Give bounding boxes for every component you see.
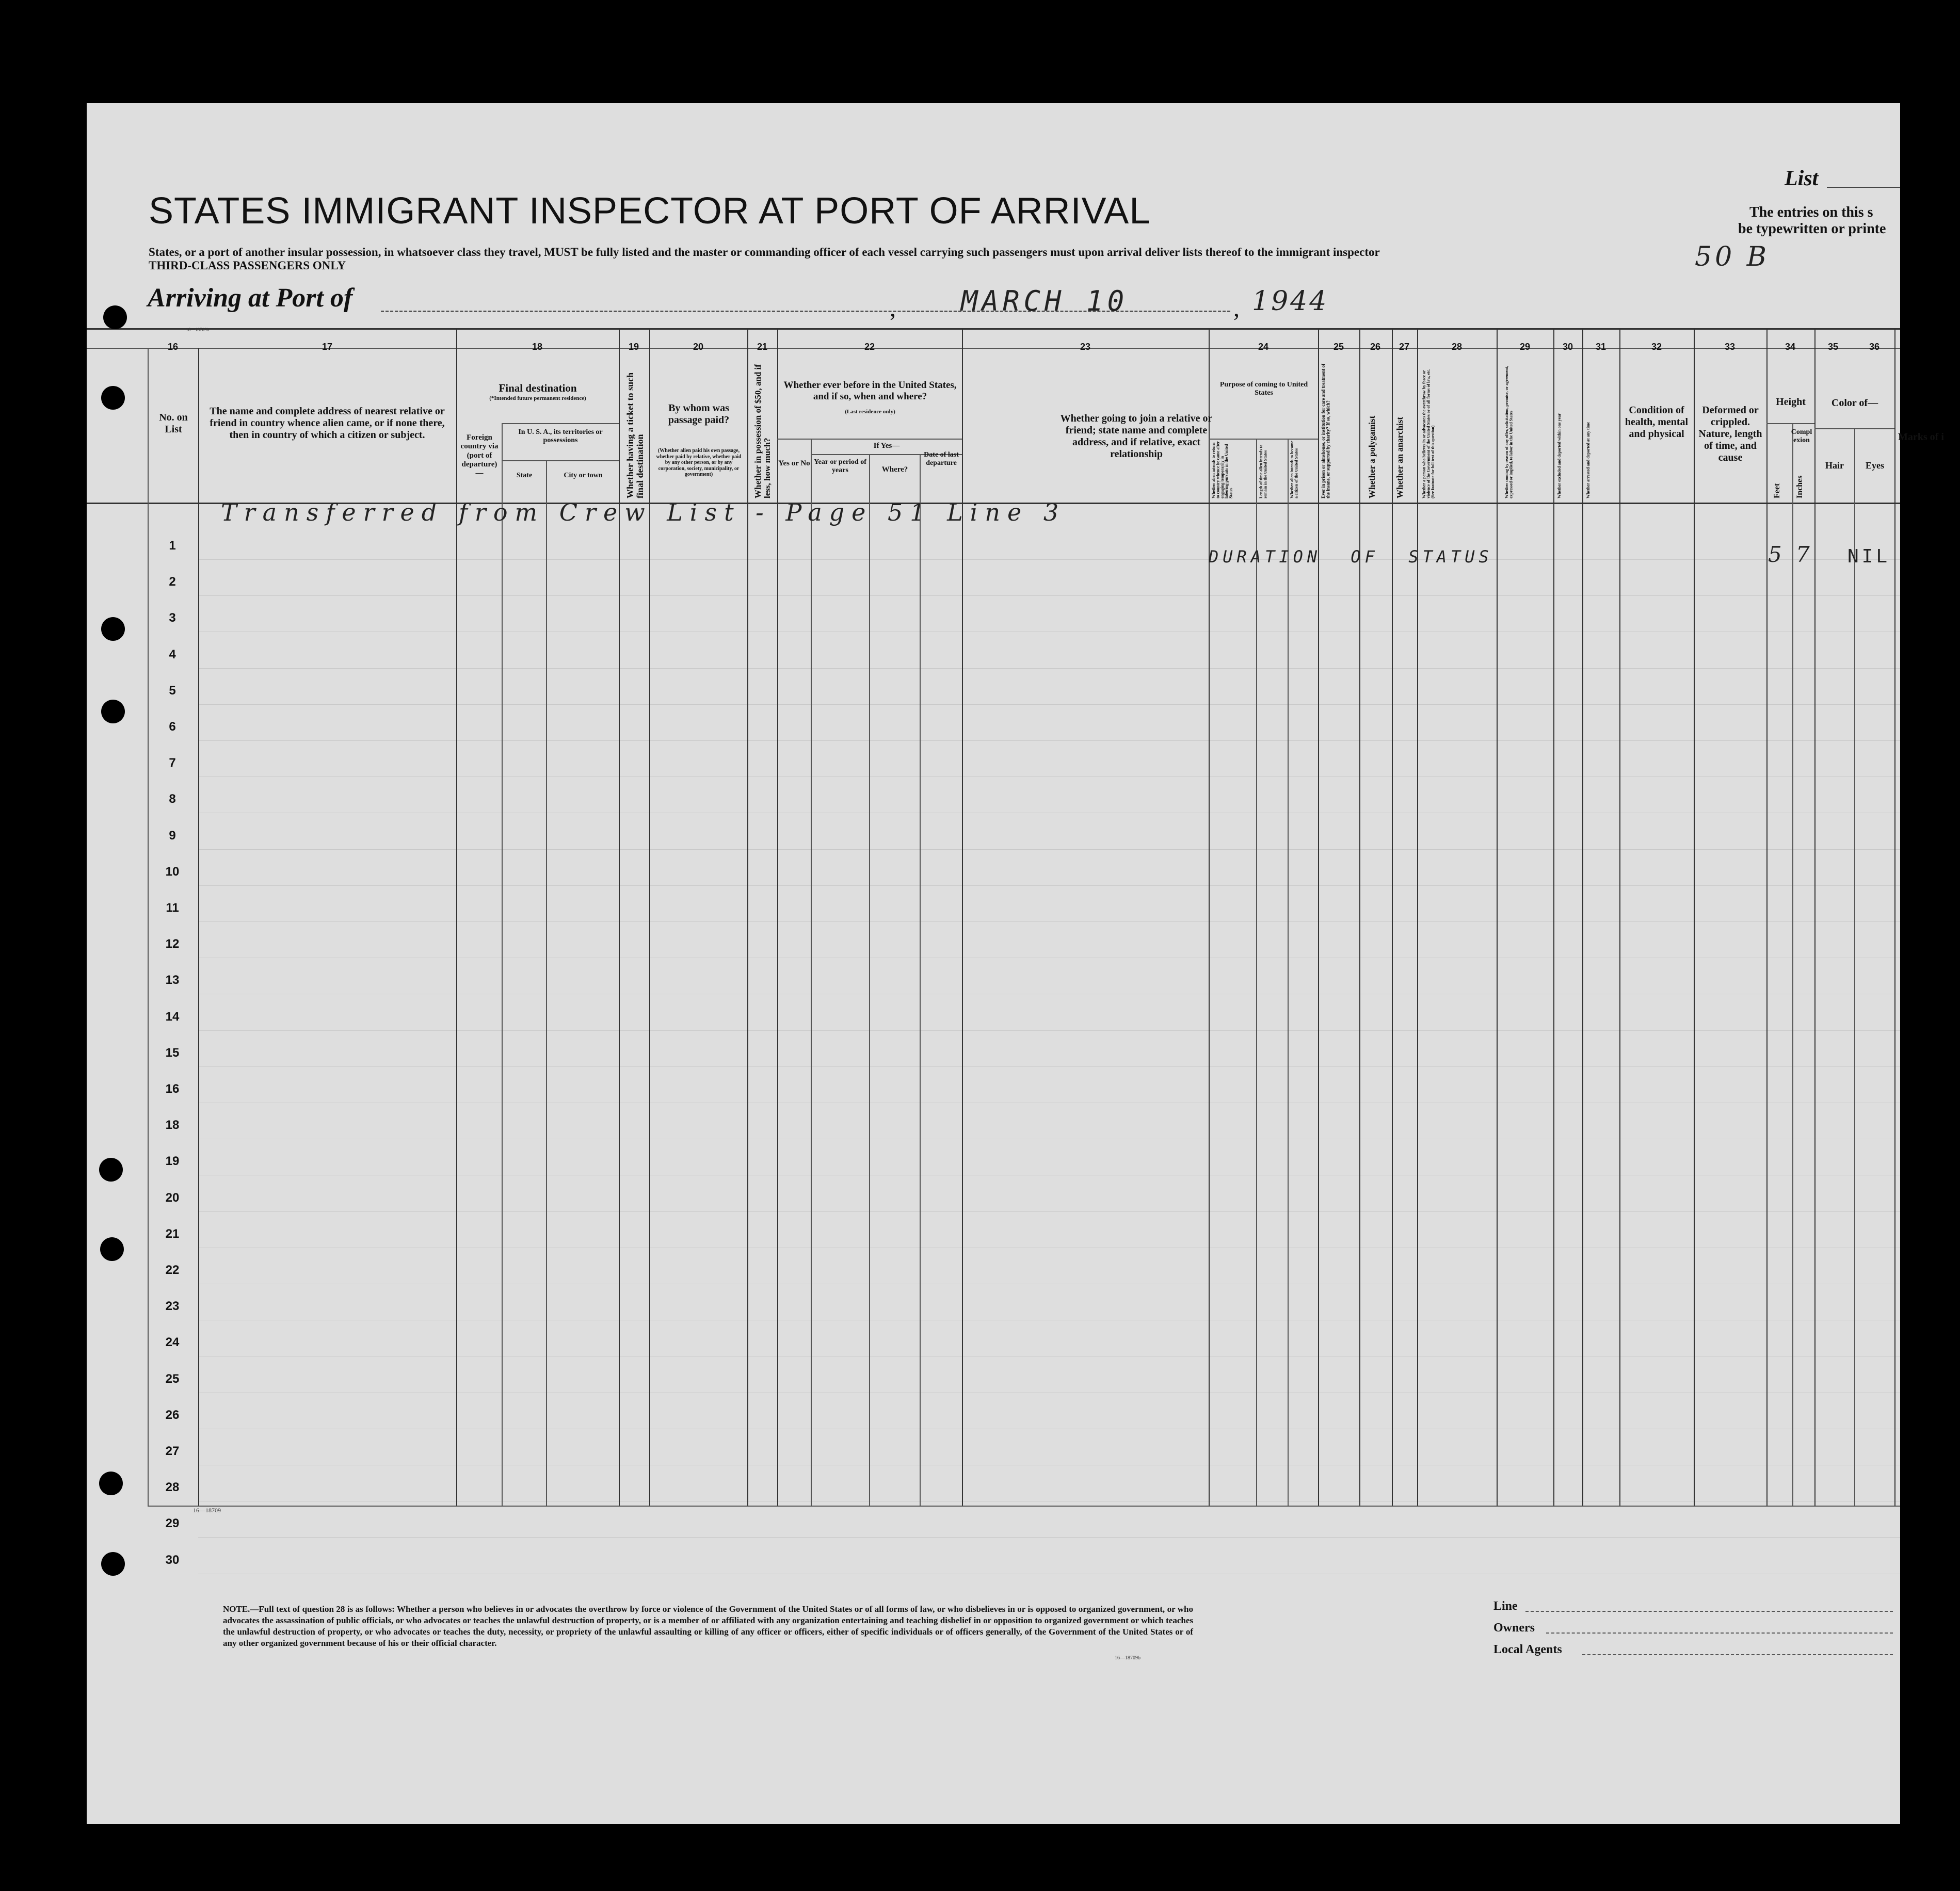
row-number: 2 — [169, 575, 176, 589]
col23-header: Whether going to join a relative or friend; state name and complete address, and if relative, exact relationship — [1060, 413, 1213, 460]
column-number: 22 — [864, 342, 875, 352]
column-number: 17 — [322, 342, 333, 352]
row-number: 11 — [166, 901, 179, 915]
list-label: List — [1785, 167, 1819, 190]
col-line — [1619, 328, 1620, 1506]
table-bottom-line — [148, 1506, 1900, 1507]
col-line — [1854, 428, 1855, 1506]
col-line — [1318, 328, 1319, 1506]
col24-sub-a: Whether alien intends to return to country whence he came after engaging temporarily in laboring pursuits in the United States — [1211, 441, 1233, 498]
row-number: 6 — [169, 720, 176, 734]
column-number: 34 — [1785, 342, 1796, 352]
col17-header: The name and complete address of nearest relative or friend in country whence alien came, or if none there, then in country of which a citizen or subject. — [210, 406, 445, 441]
list-number: 50 B — [1695, 241, 1770, 272]
col26-header: Whether a polygamist — [1367, 415, 1377, 498]
col34-feet: Feet — [1773, 483, 1781, 498]
col22-year: Year or period of years — [814, 458, 866, 475]
col18-city: City or town — [564, 472, 603, 479]
column-number: 27 — [1399, 342, 1410, 352]
col21-header: Whether in possession of $50, and if less, how much? — [753, 364, 772, 498]
column-number: 29 — [1519, 342, 1531, 352]
col18-header: Final destination — [499, 382, 577, 394]
column-number: 35 — [1827, 342, 1839, 352]
header-subtitle: States, or a port of another insular possession, in whatsoever class they travel, MUST be fully listed and the master or commanding officer of each vessel carrying such passengers must upon arrival deliver lists thereof to the immigrant inspector — [149, 246, 1380, 258]
col22-ifyes: If Yes— — [873, 442, 900, 450]
row-number: 1 — [169, 539, 176, 553]
row-number: 14 — [165, 1009, 180, 1024]
row-number: 7 — [169, 756, 176, 770]
row-number: 20 — [165, 1190, 180, 1205]
row-number: 30 — [165, 1553, 180, 1567]
col-line — [1814, 328, 1816, 1506]
arriving-label: Arriving at Port of — [148, 283, 353, 313]
col-line — [198, 348, 199, 1506]
col22-header: Whether ever before in the United States, and if so, when and where? — [783, 380, 957, 402]
col34-inches: Inches — [1795, 475, 1804, 498]
col24-header: Purpose of coming to United States — [1219, 381, 1308, 397]
col-line — [1392, 328, 1393, 1506]
row-number: 29 — [165, 1516, 180, 1531]
row-number: 25 — [165, 1371, 180, 1386]
col-line — [1894, 328, 1895, 1506]
col18-state: State — [516, 472, 533, 479]
column-number: 26 — [1370, 342, 1381, 352]
col-line — [920, 454, 921, 1506]
col-line — [1256, 439, 1257, 1506]
col-line — [1288, 439, 1289, 1506]
col-line — [148, 348, 149, 1506]
col-line — [811, 439, 812, 1506]
row-number: 9 — [169, 828, 176, 843]
row-number: 28 — [165, 1480, 180, 1495]
col-line — [1792, 423, 1793, 1506]
entries-note-2: be typewritten or printe — [1738, 221, 1886, 237]
ruled-line — [198, 1537, 1900, 1538]
ruled-line — [198, 849, 1900, 850]
row-number: 18 — [165, 1118, 180, 1133]
col36-eyes: Eyes — [1866, 460, 1884, 471]
row-number: 8 — [169, 792, 176, 806]
binder-hole — [103, 305, 127, 329]
binder-hole — [99, 1472, 123, 1495]
column-number: 19 — [628, 342, 639, 352]
row-number: 13 — [165, 973, 180, 988]
column-number: 21 — [757, 342, 768, 352]
row-number: 3 — [169, 611, 176, 625]
col24-sub-c: Whether alien intends to become a citizen of the United States — [1290, 441, 1299, 498]
col22-where: Where? — [881, 465, 908, 474]
col-line — [1497, 328, 1498, 1506]
col32-header: Condition of health, mental and physical — [1625, 405, 1689, 440]
footer-note: NOTE.—Full text of question 28 is as follows: Whether a person who believes in or advocates the overthrow by force or violence of the Government of the United States or of all forms of law, or who disbelieves in or is opposed to organized government, or who advocates the assassination of public officials, or who advocates or teaches the unlawful destruction of property, or is a member of or affiliated with any organization entertaining and teaching disbelief in or opposition to organized government or which teaches the unlawful destruction of property, or who advocates or teaches the duty, necessity, or propriety of the unlawful assaulting or killing of any officer or officers, either of specific individuals or of officers generally, of the Government of the United States or of any other organized government because of his or their official character. — [223, 1604, 1193, 1648]
footer-note-code: 16—18709b — [1115, 1655, 1140, 1661]
col22-date: Date of last departure — [924, 451, 959, 467]
binder-hole — [100, 1237, 124, 1261]
local-agents-label: Local Agents — [1493, 1643, 1562, 1656]
col19-header: Whether having a ticket to such final destination — [625, 372, 645, 498]
column-number: 32 — [1651, 342, 1662, 352]
column-number: 16 — [167, 342, 179, 352]
entries-note-1: The entries on this s — [1749, 204, 1873, 220]
col18-note: (*Intended future permanent residence) — [489, 395, 586, 401]
column-number: 33 — [1724, 342, 1736, 352]
marks-header: Marks of i — [1898, 431, 1944, 443]
owners-label: Owners — [1493, 1621, 1535, 1635]
row-number: 23 — [165, 1299, 180, 1314]
transfer-note: Transferred from Crew List - Page 51 Line 3 — [221, 498, 1066, 526]
col-line — [1582, 328, 1583, 1506]
col18-usa: In U. S. A., its territories or possessions — [518, 428, 603, 445]
arrival-date: MARCH 10 — [961, 285, 1129, 317]
ruled-line — [198, 668, 1900, 669]
col-line — [869, 454, 870, 1506]
column-number: 30 — [1562, 342, 1573, 352]
row-number: 16 — [165, 1082, 180, 1096]
height-feet: 5 — [1768, 542, 1782, 567]
line-label: Line — [1493, 1599, 1518, 1613]
binder-hole — [99, 1158, 123, 1182]
column-number-line — [87, 348, 1900, 349]
binder-hole — [101, 386, 125, 410]
col22-note: (Last residence only) — [845, 409, 895, 415]
form-code-top: 16—18709b — [186, 327, 209, 332]
column-number: 18 — [532, 342, 543, 352]
row-number: 22 — [165, 1263, 180, 1277]
page-title: STATES IMMIGRANT INSPECTOR AT PORT OF ARRIVAL — [149, 190, 1151, 232]
col20-note: (Whether alien paid his own passage, whether paid by relative, whether paid by any other person, or by any corporation, society, municipality, or government) — [656, 448, 742, 477]
manifest-sheet: List STATES IMMIGRANT INSPECTOR AT PORT OF ARRIVAL The entries on this s be typewritten or printe States, or a port of another insular possession, in whatsoever class they travel, MUST be fully listed and the master or commanding officer of each vessel carrying such passengers must upon arrival deliver lists thereof to the immigrant inspector THIRD-CLASS PASSENGERS ONLY 50 B Arriving at Port of , MARCH 10 , 1944 16—18709b 16—18709 16 17 18 19 20 21 22 23 24 25 26 27 28 29 30 31 32 33 34 35 36 No. on List The name and complete address of nearest relative or friend in country whence alien came, or if none there, then in country of which a citizen or subject. Final destination (*Intended future permanent residence) Foreign country via (port of departure)— In U. S. A., its territories or possessions State City or town Whether having a ticket to such final destination By whom was passage paid? (Whether alien paid his own passage, whether paid by relative, whether paid by any other person, or by any corporation, society, municipality, or government) Whether in possession of $50, and if less, how much? Whether ever before in the United States, and if so, when and where? (Last residence only) Yes or No If Yes— Year or period of years Where? Date of last departure Whether going to join a relative or friend; state name and complete address, and if relative, exact relationship Purpose of coming to United States Whether alien intends to return to country whence he came after engaging temporarily in laboring pursuits in the United States Length of time alien intends to remain in the United States Whether alien intends to become a citizen of the United States Ever in prison or almshouse, or institution for care and treatment of the insane, or supported by charity? If so, which? Whether a polygamist Whether an anarchist Whether a person who believes in or advocates the overthrow by force or violence of the Government of the United States or of all forms of law, etc. (See footnote for full text of this question) Whether coming by reason of any offer, solicitation, promise, or agreement, expressed or implied, to labor in the United States Whether excluded and deported within one year Whether arrested and deported at any time Condition of health, mental and physical Deformed or crippled. Nature, length of time, and cause Height Feet Inches Complexion Color of— Hair Eyes Marks of i 1 2 3 4 5 6 7 8 9 10 11 12 13 14 15 16 18 19 20 21 22 23 24 25 26 27 28 29 30 Transferred from Crew List - Page 51 Line 3 DURATION OF STATUS 5 7 NIL NOTE.—Full text of question 28 is as follows: Whether a person who believes in or advocates the overthrow by force or violence of the Government of the United States or of all forms of law, or who disbelieves in or is opposed to organized government, or who advocates the assassination of public officials, or who advocates or teaches the unlawful destruction of property, or is a member of or affiliated with any organization entertaining and teaching disbelief in or opposition to organized government or which teaches the unlawful destruction of property, or who advocates or teaches the duty, necessity, or propriety of the unlawful assaulting or killing of any officer or officers, either of specific individuals or of officers generally, of the Government of the United States or of any other organized government because of his or their official character. 16—18709b Line Owners Local Agents — [87, 103, 1900, 1824]
column-number: 20 — [693, 342, 704, 352]
col20-header: By whom was passage paid? — [668, 402, 730, 426]
column-number: 36 — [1869, 342, 1880, 352]
col24-sub-b: Length of time alien intends to remain in the United States — [1259, 444, 1268, 498]
row-number: 15 — [165, 1045, 180, 1060]
col-line — [1359, 328, 1360, 1506]
row-number: 21 — [165, 1226, 180, 1241]
row-number: 27 — [165, 1444, 180, 1458]
binder-hole — [101, 617, 125, 641]
col-line — [1766, 328, 1768, 1506]
col-line — [546, 460, 547, 1506]
row-number: 12 — [165, 937, 180, 951]
col33-header: Deformed or crippled. Nature, length of time, and cause — [1698, 405, 1762, 463]
col35-header: Complexion — [1791, 428, 1812, 445]
table-top-line — [87, 328, 1900, 330]
column-number: 24 — [1258, 342, 1269, 352]
ruled-line — [198, 1066, 1900, 1067]
binder-hole — [101, 1552, 125, 1576]
ruled-line — [198, 559, 1900, 560]
column-number: 28 — [1451, 342, 1463, 352]
binder-hole — [101, 700, 125, 723]
col30-header: Whether excluded and deported within one year — [1557, 413, 1562, 498]
col27-header: Whether an anarchist — [1395, 416, 1405, 498]
marks-entry: NIL — [1847, 546, 1891, 567]
row-number: 19 — [165, 1154, 180, 1169]
arrival-year: 1944 — [1252, 286, 1329, 317]
ruled-line — [198, 885, 1900, 886]
col22-yesno: Yes or No — [778, 459, 810, 467]
col29-header: Whether coming by reason of any offer, solicitation, promise, or agreement, expressed or implied, to labor in the United States — [1504, 366, 1514, 498]
col16-header: No. on List — [159, 412, 188, 435]
column-number: 23 — [1080, 342, 1091, 352]
ruled-line — [198, 1030, 1900, 1031]
ruled-line — [198, 1211, 1900, 1212]
row-number: 24 — [165, 1335, 180, 1350]
list-line — [1827, 187, 1900, 188]
column-number: 31 — [1595, 342, 1606, 352]
header-subtitle-2: THIRD-CLASS PASSENGERS ONLY — [149, 259, 346, 272]
col-line — [502, 423, 503, 1506]
height-inches: 7 — [1796, 542, 1810, 567]
row-number: 5 — [169, 683, 176, 698]
col25-header: Ever in prison or almshouse, or institution for care and treatment of the insane, or supported by charity? If so, which? — [1321, 364, 1331, 498]
col18-foreign: Foreign country via (port of departure)— — [460, 433, 499, 477]
row-number: 10 — [165, 864, 180, 879]
col28-header: Whether a person who believes in or advocates the overthrow by force or violence of the Government of the United States or of all forms of law, etc. (See footnote for full text of this question) — [1422, 368, 1435, 498]
ruled-line — [198, 704, 1900, 705]
ruled-line — [198, 740, 1900, 741]
col-line — [1417, 328, 1418, 1506]
purpose-entry: DURATION OF STATUS — [1209, 547, 1493, 567]
col-line — [1209, 328, 1210, 1506]
form-code-bottom: 16—18709 — [193, 1507, 221, 1514]
col36-header: Color of— — [1831, 397, 1878, 409]
ruled-line — [198, 595, 1900, 596]
row-number: 26 — [165, 1408, 180, 1422]
col-line — [1553, 328, 1554, 1506]
row-number: 4 — [169, 647, 176, 661]
col36-hair: Hair — [1825, 460, 1844, 471]
column-number: 25 — [1333, 342, 1344, 352]
col34-header: Height — [1776, 396, 1806, 408]
col31-header: Whether arrested and deported at any time — [1586, 422, 1591, 498]
col-line — [1694, 328, 1695, 1506]
